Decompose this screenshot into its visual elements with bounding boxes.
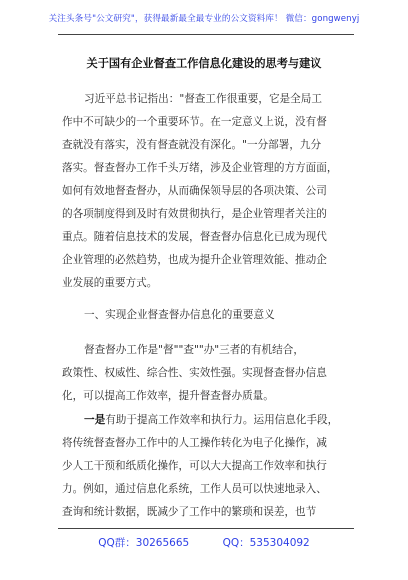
paragraph-line: 重点。随着信息技术的发展，督查督办信息化已成为现代 bbox=[62, 231, 327, 243]
paragraph-line: 力。例如，通过信息化系统，工作人员可以快速地录入、 bbox=[62, 483, 327, 495]
footer-note: QQ群：30265665 QQ：535304092 bbox=[98, 537, 310, 549]
header-divider bbox=[58, 34, 354, 35]
paragraph-line: 查询和统计数据，既减少了工作中的繁琐和误差，也节 bbox=[62, 506, 317, 518]
lead-line-text: 有助于提高工作效率和执行力。运用信息化手段， bbox=[105, 414, 339, 426]
paragraph-line: 政策性、权威性、综合性、实效性强。实现督查督办信息 bbox=[62, 367, 327, 379]
header-note: 关注头条号"公文研究"，获得最新最全最专业的公文资料库！ 微信：gongwenyj bbox=[48, 14, 360, 24]
section-heading-text: 一、实现企业督查督办信息化的重要意义 bbox=[84, 309, 275, 321]
footer-divider bbox=[58, 528, 354, 529]
bold-lead: 一是 bbox=[84, 414, 106, 426]
paragraph-line: 业发展的重要方式。 bbox=[62, 277, 158, 289]
paragraph-line: 习近平总书记指出："督查工作很重要，它是全局工 bbox=[84, 93, 322, 105]
paragraph-line: 查就没有落实，没有督查就没有深化。"一分部署，九分 bbox=[62, 139, 322, 151]
paragraph-line: 化，可以提高工作效率，提升督查督办质量。 bbox=[62, 390, 274, 402]
paragraph-line: 少人工干预和纸质化操作，可以大大提高工作效率和执行 bbox=[62, 460, 327, 472]
paragraph-line: 落实。督查督办工作千头万绪，涉及企业管理的方方面面， bbox=[62, 162, 338, 174]
paragraph-line bbox=[84, 413, 338, 427]
paragraph-line: 的各项制度得到及时有效贯彻执行，是企业管理者关注的 bbox=[62, 208, 327, 220]
document-title: 关于国有企业督查工作信息化建设的思考与建议 bbox=[86, 57, 322, 70]
paragraph-line: 作中不可缺少的一个重要环节。在一定意义上说，没有督 bbox=[62, 116, 327, 128]
paragraph-line: 企业管理的必然趋势，也成为提升企业管理效能、推动企 bbox=[62, 254, 327, 266]
paragraph-line: 督查督办工作是"督""查""办"三者的有机结合， bbox=[84, 344, 304, 356]
paragraph-line: 将传统督查督办工作中的人工操作转化为电子化操作，减 bbox=[62, 437, 327, 449]
paragraph-line: 如何有效地督查督办，从而确保领导层的各项决策、公司 bbox=[62, 185, 327, 197]
